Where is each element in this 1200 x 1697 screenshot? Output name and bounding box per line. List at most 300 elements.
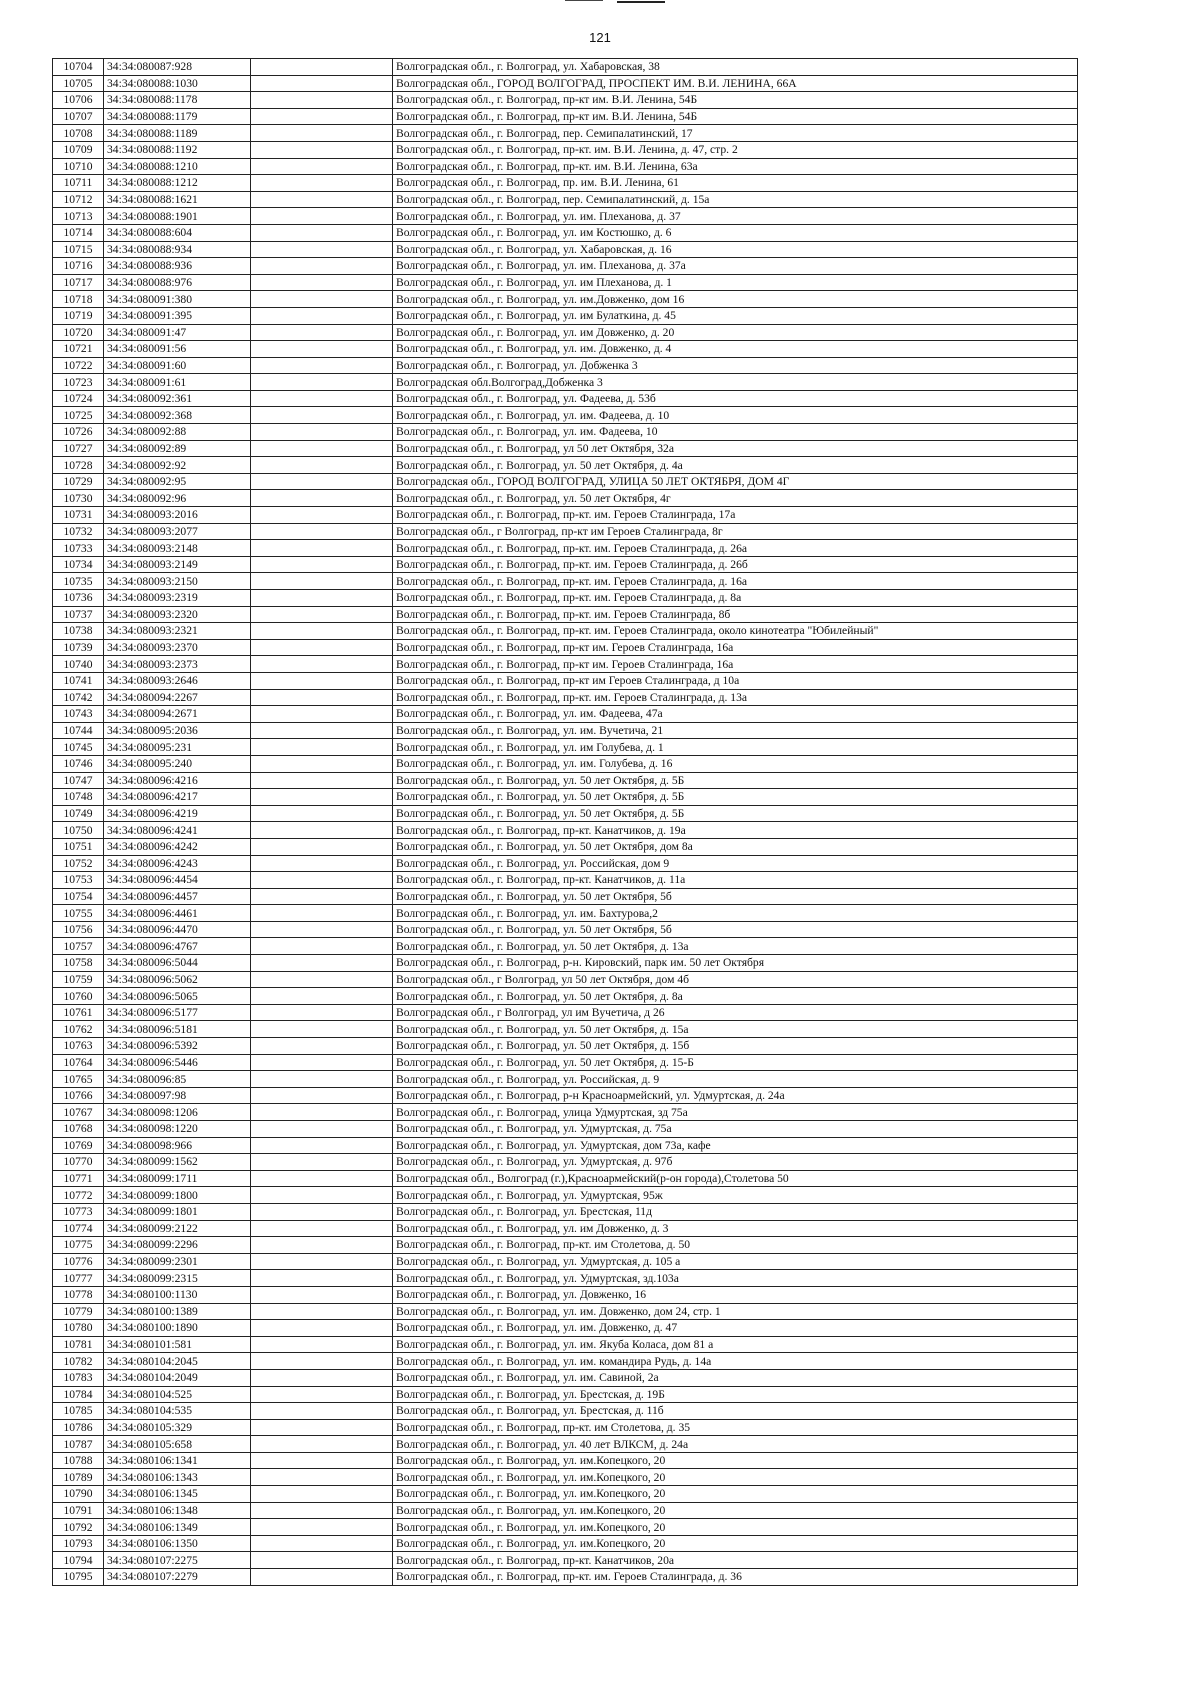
table-row xyxy=(53,274,1078,291)
cadastral-number-cell: 34:34:080100:1130 xyxy=(104,1286,251,1303)
address-cell: Волгоградская обл., г Волгоград, пр-кт им Героев Сталинграда, 8г xyxy=(393,523,1078,540)
table-row xyxy=(53,341,1078,358)
address-cell: Волгоградская обл., г. Волгоград, ул. 50 лет Октября, 5б xyxy=(393,888,1078,905)
row-number-cell: 10770 xyxy=(53,1154,104,1171)
cadastral-number-cell: 34:34:080101:581 xyxy=(104,1336,251,1353)
empty-cell xyxy=(251,1502,393,1519)
table-row xyxy=(53,789,1078,806)
table-row xyxy=(53,175,1078,192)
cadastral-number-cell: 34:34:080099:1801 xyxy=(104,1203,251,1220)
row-number-cell: 10790 xyxy=(53,1486,104,1503)
table-row xyxy=(53,1552,1078,1569)
cadastral-number-cell: 34:34:080096:4767 xyxy=(104,938,251,955)
cadastral-number-cell: 34:34:080099:1800 xyxy=(104,1187,251,1204)
cadastral-number-cell: 34:34:080093:2319 xyxy=(104,590,251,607)
empty-cell xyxy=(251,1303,393,1320)
empty-cell xyxy=(251,838,393,855)
empty-cell xyxy=(251,1369,393,1386)
address-cell: Волгоградская обл., г. Волгоград, ул. им.Копецкого, 20 xyxy=(393,1519,1078,1536)
cadastral-number-cell: 34:34:080095:240 xyxy=(104,755,251,772)
cadastral-number-cell: 34:34:080088:936 xyxy=(104,258,251,275)
table-row xyxy=(53,357,1078,374)
table-row xyxy=(53,125,1078,142)
table-row xyxy=(53,141,1078,158)
table-row xyxy=(53,490,1078,507)
table-row xyxy=(53,855,1078,872)
address-cell: Волгоградская обл., г. Волгоград, ул. им Голубева, д. 1 xyxy=(393,739,1078,756)
address-cell: Волгоградская обл., г. Волгоград, ул. Удмуртская, зд.103а xyxy=(393,1270,1078,1287)
row-number-cell: 10781 xyxy=(53,1336,104,1353)
address-cell: Волгоградская обл., г. Волгоград, ул. 40 лет ВЛКСМ, д. 24а xyxy=(393,1436,1078,1453)
address-cell: Волгоградская обл., г. Волгоград, ул. им.Копецкого, 20 xyxy=(393,1535,1078,1552)
row-number-cell: 10746 xyxy=(53,755,104,772)
address-cell: Волгоградская обл., г. Волгоград, пр-кт. им. Героев Сталинграда, д. 16а xyxy=(393,573,1078,590)
address-cell: Волгоградская обл., г. Волгоград, пр-кт. Канатчиков, 20а xyxy=(393,1552,1078,1569)
address-cell: Волгоградская обл., г. Волгоград, ул. им. Голубева, д. 16 xyxy=(393,755,1078,772)
cadastral-number-cell: 34:34:080091:61 xyxy=(104,374,251,391)
cadastral-number-cell: 34:34:080104:2049 xyxy=(104,1369,251,1386)
cadastral-number-cell: 34:34:080096:4217 xyxy=(104,789,251,806)
cadastral-number-cell: 34:34:080099:1562 xyxy=(104,1154,251,1171)
scan-mark-line xyxy=(565,0,603,1)
row-number-cell: 10764 xyxy=(53,1054,104,1071)
empty-cell xyxy=(251,241,393,258)
cadastral-number-cell: 34:34:080094:2267 xyxy=(104,689,251,706)
cadastral-number-cell: 34:34:080088:1178 xyxy=(104,92,251,109)
row-number-cell: 10709 xyxy=(53,141,104,158)
address-cell: Волгоградская обл., г. Волгоград, ул. 50 лет Октября, д. 13а xyxy=(393,938,1078,955)
address-cell: Волгоградская обл., г. Волгоград, улица Удмуртская, зд 75а xyxy=(393,1104,1078,1121)
cadastral-number-cell: 34:34:080096:5177 xyxy=(104,1004,251,1021)
row-number-cell: 10750 xyxy=(53,822,104,839)
table-row xyxy=(53,390,1078,407)
table-row xyxy=(53,258,1078,275)
table-row xyxy=(53,457,1078,474)
address-cell: Волгоградская обл., г. Волгоград, пер. Семипалатинский, д. 15а xyxy=(393,191,1078,208)
cadastral-number-cell: 34:34:080106:1343 xyxy=(104,1469,251,1486)
empty-cell xyxy=(251,772,393,789)
cadastral-number-cell: 34:34:080091:395 xyxy=(104,307,251,324)
row-number-cell: 10719 xyxy=(53,307,104,324)
cadastral-number-cell: 34:34:080099:2315 xyxy=(104,1270,251,1287)
address-cell: Волгоградская обл., г. Волгоград, ул. им. Фадеева, 10 xyxy=(393,424,1078,441)
table-row xyxy=(53,540,1078,557)
row-number-cell: 10727 xyxy=(53,440,104,457)
address-cell: Волгоградская обл., г. Волгоград, ул. Брестская, д. 19Б xyxy=(393,1386,1078,1403)
row-number-cell: 10760 xyxy=(53,988,104,1005)
empty-cell xyxy=(251,1486,393,1503)
address-cell: Волгоградская обл., г. Волгоград, ул. 50 лет Октября, 5б xyxy=(393,921,1078,938)
address-cell: Волгоградская обл., г. Волгоград, ул. Добженка 3 xyxy=(393,357,1078,374)
address-cell: Волгоградская обл., г. Волгоград, ул. им. Довженко, дом 24, стр. 1 xyxy=(393,1303,1078,1320)
address-cell: Волгоградская обл., г. Волгоград, ул. им.Копецкого, 20 xyxy=(393,1486,1078,1503)
address-cell: Волгоградская обл., г. Волгоград, ул. им. Фадеева, 47а xyxy=(393,706,1078,723)
row-number-cell: 10772 xyxy=(53,1187,104,1204)
address-cell: Волгоградская обл., г. Волгоград, ул. Удмуртская, д. 105 а xyxy=(393,1253,1078,1270)
cadastral-number-cell: 34:34:080096:5065 xyxy=(104,988,251,1005)
cadastral-number-cell: 34:34:080094:2671 xyxy=(104,706,251,723)
empty-cell xyxy=(251,374,393,391)
row-number-cell: 10728 xyxy=(53,457,104,474)
address-cell: Волгоградская обл., г. Волгоград, ул. 50 лет Октября, 4г xyxy=(393,490,1078,507)
table-row xyxy=(53,1220,1078,1237)
address-cell: Волгоградская обл., г. Волгоград, ул. им.Довженко, дом 16 xyxy=(393,291,1078,308)
cadastral-number-cell: 34:34:080088:1192 xyxy=(104,141,251,158)
table-row xyxy=(53,1187,1078,1204)
table-row xyxy=(53,208,1078,225)
cadastral-number-cell: 34:34:080104:2045 xyxy=(104,1353,251,1370)
row-number-cell: 10755 xyxy=(53,905,104,922)
empty-cell xyxy=(251,324,393,341)
table-row xyxy=(53,1270,1078,1287)
cadastral-number-cell: 34:34:080092:95 xyxy=(104,473,251,490)
table-row xyxy=(53,424,1078,441)
address-cell: Волгоградская обл., г. Волгоград, ул. 50 лет Октября, д. 5Б xyxy=(393,805,1078,822)
page-number: 121 xyxy=(589,30,611,45)
table-row xyxy=(53,755,1078,772)
row-number-cell: 10743 xyxy=(53,706,104,723)
empty-cell xyxy=(251,938,393,955)
empty-cell xyxy=(251,1436,393,1453)
empty-cell xyxy=(251,1237,393,1254)
empty-cell xyxy=(251,1137,393,1154)
row-number-cell: 10726 xyxy=(53,424,104,441)
empty-cell xyxy=(251,1187,393,1204)
row-number-cell: 10761 xyxy=(53,1004,104,1021)
row-number-cell: 10773 xyxy=(53,1203,104,1220)
cadastral-number-cell: 34:34:080093:2321 xyxy=(104,623,251,640)
cadastral-number-cell: 34:34:080088:604 xyxy=(104,224,251,241)
table-row xyxy=(53,573,1078,590)
cadastral-number-cell: 34:34:080099:2296 xyxy=(104,1237,251,1254)
address-cell: Волгоградская обл., г. Волгоград, ул. им. Плеханова, д. 37 xyxy=(393,208,1078,225)
table-row xyxy=(53,108,1078,125)
table-row xyxy=(53,158,1078,175)
address-cell: Волгоградская обл., г. Волгоград, ул. Российская, д. 9 xyxy=(393,1071,1078,1088)
cadastral-number-cell: 34:34:080092:368 xyxy=(104,407,251,424)
table-row xyxy=(53,1137,1078,1154)
cadastral-number-cell: 34:34:080088:1212 xyxy=(104,175,251,192)
cadastral-number-cell: 34:34:080097:98 xyxy=(104,1087,251,1104)
row-number-cell: 10713 xyxy=(53,208,104,225)
row-number-cell: 10715 xyxy=(53,241,104,258)
table-row xyxy=(53,1569,1078,1586)
empty-cell xyxy=(251,473,393,490)
empty-cell xyxy=(251,722,393,739)
table-row xyxy=(53,1203,1078,1220)
cadastral-number-cell: 34:34:080088:1189 xyxy=(104,125,251,142)
cadastral-number-cell: 34:34:080096:85 xyxy=(104,1071,251,1088)
address-cell: Волгоградская обл., ГОРОД ВОЛГОГРАД, ПРОСПЕКТ ИМ. В.И. ЛЕНИНА, 66А xyxy=(393,75,1078,92)
row-number-cell: 10748 xyxy=(53,789,104,806)
row-number-cell: 10784 xyxy=(53,1386,104,1403)
row-number-cell: 10794 xyxy=(53,1552,104,1569)
row-number-cell: 10712 xyxy=(53,191,104,208)
address-cell: Волгоградская обл., г. Волгоград, пр-кт им. Героев Сталинграда, 16а xyxy=(393,639,1078,656)
empty-cell xyxy=(251,1004,393,1021)
row-number-cell: 10722 xyxy=(53,357,104,374)
cadastral-number-cell: 34:34:080096:5446 xyxy=(104,1054,251,1071)
row-number-cell: 10795 xyxy=(53,1569,104,1586)
cadastral-number-cell: 34:34:080093:2148 xyxy=(104,540,251,557)
address-cell: Волгоградская обл., ГОРОД ВОЛГОГРАД, УЛИЦА 50 ЛЕТ ОКТЯБРЯ, ДОМ 4Г xyxy=(393,473,1078,490)
empty-cell xyxy=(251,573,393,590)
address-cell: Волгоградская обл., г. Волгоград, ул. 50 лет Октября, д. 15б xyxy=(393,1038,1078,1055)
cadastral-number-cell: 34:34:080096:4216 xyxy=(104,772,251,789)
empty-cell xyxy=(251,191,393,208)
table-row xyxy=(53,1486,1078,1503)
cadastral-number-cell: 34:34:080088:934 xyxy=(104,241,251,258)
cadastral-number-cell: 34:34:080091:47 xyxy=(104,324,251,341)
cadastral-number-cell: 34:34:080105:658 xyxy=(104,1436,251,1453)
table-row xyxy=(53,1403,1078,1420)
row-number-cell: 10718 xyxy=(53,291,104,308)
row-number-cell: 10733 xyxy=(53,540,104,557)
table-row xyxy=(53,1386,1078,1403)
address-cell: Волгоградская обл., г. Волгоград, пр-кт. им Столетова, д. 50 xyxy=(393,1237,1078,1254)
table-row xyxy=(53,59,1078,76)
row-number-cell: 10745 xyxy=(53,739,104,756)
cadastral-number-cell: 34:34:080088:1179 xyxy=(104,108,251,125)
address-cell: Волгоградская обл., г. Волгоград, ул. им Костюшко, д. 6 xyxy=(393,224,1078,241)
cadastral-number-cell: 34:34:080096:5044 xyxy=(104,955,251,972)
cadastral-number-cell: 34:34:080088:976 xyxy=(104,274,251,291)
cadastral-number-cell: 34:34:080096:4457 xyxy=(104,888,251,905)
cadastral-number-cell: 34:34:080096:5181 xyxy=(104,1021,251,1038)
address-cell: Волгоградская обл., г. Волгоград, ул. 50 лет Октября, д. 4а xyxy=(393,457,1078,474)
table-row xyxy=(53,722,1078,739)
row-number-cell: 10793 xyxy=(53,1535,104,1552)
empty-cell xyxy=(251,208,393,225)
address-cell: Волгоградская обл., г. Волгоград, р-н. Кировский, парк им. 50 лет Октября xyxy=(393,955,1078,972)
empty-cell xyxy=(251,1535,393,1552)
table-row xyxy=(53,440,1078,457)
row-number-cell: 10739 xyxy=(53,639,104,656)
table-row xyxy=(53,241,1078,258)
empty-cell xyxy=(251,905,393,922)
empty-cell xyxy=(251,755,393,772)
address-cell: Волгоградская обл., г. Волгоград, пр-кт им. В.И. Ленина, 54Б xyxy=(393,108,1078,125)
cadastral-number-cell: 34:34:080096:4219 xyxy=(104,805,251,822)
cadastral-number-cell: 34:34:080106:1348 xyxy=(104,1502,251,1519)
cadastral-number-cell: 34:34:080096:4461 xyxy=(104,905,251,922)
table-row xyxy=(53,473,1078,490)
table-row xyxy=(53,706,1078,723)
address-cell: Волгоградская обл., г Волгоград, ул 50 лет Октября, дом 4б xyxy=(393,971,1078,988)
empty-cell xyxy=(251,1353,393,1370)
empty-cell xyxy=(251,988,393,1005)
row-number-cell: 10717 xyxy=(53,274,104,291)
address-cell: Волгоградская обл., г. Волгоград, пр-кт. им. Героев Сталинграда, д. 26б xyxy=(393,556,1078,573)
row-number-cell: 10741 xyxy=(53,672,104,689)
table-row xyxy=(53,872,1078,889)
cadastral-number-cell: 34:34:080096:4242 xyxy=(104,838,251,855)
table-row xyxy=(53,822,1078,839)
empty-cell xyxy=(251,108,393,125)
address-cell: Волгоградская обл., г. Волгоград, ул. Удмуртская, 95ж xyxy=(393,1187,1078,1204)
row-number-cell: 10780 xyxy=(53,1320,104,1337)
address-cell: Волгоградская обл., г. Волгоград, ул 50 лет Октября, 32а xyxy=(393,440,1078,457)
empty-cell xyxy=(251,623,393,640)
cadastral-number-cell: 34:34:080104:535 xyxy=(104,1403,251,1420)
empty-cell xyxy=(251,1403,393,1420)
table-row xyxy=(53,689,1078,706)
row-number-cell: 10767 xyxy=(53,1104,104,1121)
table-row xyxy=(53,590,1078,607)
empty-cell xyxy=(251,490,393,507)
table-row xyxy=(53,739,1078,756)
empty-cell xyxy=(251,1170,393,1187)
row-number-cell: 10735 xyxy=(53,573,104,590)
table-row xyxy=(53,556,1078,573)
empty-cell xyxy=(251,789,393,806)
table-row xyxy=(53,656,1078,673)
cadastral-number-cell: 34:34:080093:2320 xyxy=(104,606,251,623)
table-row xyxy=(53,92,1078,109)
empty-cell xyxy=(251,805,393,822)
row-number-cell: 10716 xyxy=(53,258,104,275)
row-number-cell: 10710 xyxy=(53,158,104,175)
table-row xyxy=(53,838,1078,855)
row-number-cell: 10721 xyxy=(53,341,104,358)
table-row xyxy=(53,988,1078,1005)
address-cell: Волгоградская обл., г. Волгоград, ул. Брестская, 11д xyxy=(393,1203,1078,1220)
empty-cell xyxy=(251,1270,393,1287)
empty-cell xyxy=(251,1552,393,1569)
row-number-cell: 10731 xyxy=(53,507,104,524)
row-number-cell: 10734 xyxy=(53,556,104,573)
empty-cell xyxy=(251,258,393,275)
row-number-cell: 10742 xyxy=(53,689,104,706)
address-cell: Волгоградская обл., г. Волгоград, ул. им Булаткина, д. 45 xyxy=(393,307,1078,324)
table-row xyxy=(53,1054,1078,1071)
row-number-cell: 10754 xyxy=(53,888,104,905)
address-cell: Волгоградская обл.Волгоград,Добженка 3 xyxy=(393,374,1078,391)
address-cell: Волгоградская обл., г. Волгоград, пр-кт. им. В.И. Ленина, д. 47, стр. 2 xyxy=(393,141,1078,158)
cadastral-number-cell: 34:34:080096:4454 xyxy=(104,872,251,889)
empty-cell xyxy=(251,1336,393,1353)
empty-cell xyxy=(251,855,393,872)
address-cell: Волгоградская обл., г. Волгоград, ул. 50 лет Октября, дом 8а xyxy=(393,838,1078,855)
empty-cell xyxy=(251,1469,393,1486)
empty-cell xyxy=(251,158,393,175)
empty-cell xyxy=(251,141,393,158)
empty-cell xyxy=(251,556,393,573)
table-row xyxy=(53,955,1078,972)
table-row xyxy=(53,1369,1078,1386)
table-row xyxy=(53,1104,1078,1121)
row-number-cell: 10707 xyxy=(53,108,104,125)
table-row xyxy=(53,1170,1078,1187)
table-row xyxy=(53,1237,1078,1254)
address-cell: Волгоградская обл., г. Волгоград, пр-кт. Канатчиков, д. 19а xyxy=(393,822,1078,839)
table-row xyxy=(53,291,1078,308)
table-row xyxy=(53,1452,1078,1469)
table-row xyxy=(53,1286,1078,1303)
row-number-cell: 10758 xyxy=(53,955,104,972)
row-number-cell: 10744 xyxy=(53,722,104,739)
row-number-cell: 10789 xyxy=(53,1469,104,1486)
table-row xyxy=(53,1436,1078,1453)
table-row xyxy=(53,523,1078,540)
empty-cell xyxy=(251,407,393,424)
empty-cell xyxy=(251,639,393,656)
row-number-cell: 10775 xyxy=(53,1237,104,1254)
address-cell: Волгоградская обл., г. Волгоград, ул. 50 лет Октября, д. 8а xyxy=(393,988,1078,1005)
cadastral-number-cell: 34:34:080093:2077 xyxy=(104,523,251,540)
address-cell: Волгоградская обл., г. Волгоград, пр-кт. им. Героев Сталинграда, 8б xyxy=(393,606,1078,623)
cadastral-number-cell: 34:34:080098:1220 xyxy=(104,1121,251,1138)
address-cell: Волгоградская обл., г. Волгоград, ул. 50 лет Октября, д. 15-Б xyxy=(393,1054,1078,1071)
row-number-cell: 10766 xyxy=(53,1087,104,1104)
empty-cell xyxy=(251,1320,393,1337)
cadastral-number-cell: 34:34:080106:1341 xyxy=(104,1452,251,1469)
address-cell: Волгоградская обл., г. Волгоград, ул. им. Якуба Коласа, дом 81 а xyxy=(393,1336,1078,1353)
empty-cell xyxy=(251,390,393,407)
cadastral-number-cell: 34:34:080106:1349 xyxy=(104,1519,251,1536)
cadastral-number-cell: 34:34:080088:1030 xyxy=(104,75,251,92)
empty-cell xyxy=(251,590,393,607)
cadastral-number-cell: 34:34:080093:2150 xyxy=(104,573,251,590)
row-number-cell: 10737 xyxy=(53,606,104,623)
address-cell: Волгоградская обл., г. Волгоград, ул. им.Копецкого, 20 xyxy=(393,1452,1078,1469)
empty-cell xyxy=(251,125,393,142)
address-cell: Волгоградская обл., г. Волгоград, пр-кт. им. В.И. Ленина, 63а xyxy=(393,158,1078,175)
cadastral-number-cell: 34:34:080091:56 xyxy=(104,341,251,358)
empty-cell xyxy=(251,1569,393,1586)
row-number-cell: 10740 xyxy=(53,656,104,673)
empty-cell xyxy=(251,921,393,938)
row-number-cell: 10785 xyxy=(53,1403,104,1420)
address-cell: Волгоградская обл., г. Волгоград, ул. им.Копецкого, 20 xyxy=(393,1502,1078,1519)
address-cell: Волгоградская обл., г. Волгоград, ул. 50 лет Октября, д. 15а xyxy=(393,1021,1078,1038)
address-cell: Волгоградская обл., г. Волгоград, ул. им. Савиной, 2а xyxy=(393,1369,1078,1386)
row-number-cell: 10749 xyxy=(53,805,104,822)
empty-cell xyxy=(251,955,393,972)
row-number-cell: 10756 xyxy=(53,921,104,938)
cadastral-number-cell: 34:34:080092:361 xyxy=(104,390,251,407)
address-cell: Волгоградская обл., г. Волгоград, пр-кт. им. Героев Сталинграда, д. 8а xyxy=(393,590,1078,607)
address-cell: Волгоградская обл., г. Волгоград, пр-кт. им. Героев Сталинграда, д. 36 xyxy=(393,1569,1078,1586)
cadastral-number-cell: 34:34:080096:5392 xyxy=(104,1038,251,1055)
row-number-cell: 10704 xyxy=(53,59,104,76)
empty-cell xyxy=(251,689,393,706)
address-cell: Волгоградская обл., г. Волгоград, ул. им. Довженко, д. 47 xyxy=(393,1320,1078,1337)
empty-cell xyxy=(251,274,393,291)
empty-cell xyxy=(251,971,393,988)
table-row xyxy=(53,623,1078,640)
address-cell: Волгоградская обл., г. Волгоград, ул. Брестская, д. 11б xyxy=(393,1403,1078,1420)
row-number-cell: 10714 xyxy=(53,224,104,241)
empty-cell xyxy=(251,1253,393,1270)
empty-cell xyxy=(251,672,393,689)
empty-cell xyxy=(251,1071,393,1088)
row-number-cell: 10769 xyxy=(53,1137,104,1154)
empty-cell xyxy=(251,224,393,241)
empty-cell xyxy=(251,59,393,76)
row-number-cell: 10782 xyxy=(53,1353,104,1370)
registry-body xyxy=(53,59,1078,1586)
table-row xyxy=(53,307,1078,324)
address-cell: Волгоградская обл., Волгоград (г.),Красноармейский(р-он города),Столетова 50 xyxy=(393,1170,1078,1187)
cadastral-number-cell: 34:34:080098:966 xyxy=(104,1137,251,1154)
cadastral-number-cell: 34:34:080096:4243 xyxy=(104,855,251,872)
address-cell: Волгоградская обл., г. Волгоград, ул. им.Копецкого, 20 xyxy=(393,1469,1078,1486)
table-row xyxy=(53,905,1078,922)
address-cell: Волгоградская обл., г. Волгоград, ул. 50 лет Октября, д. 5Б xyxy=(393,789,1078,806)
address-cell: Волгоградская обл., г. Волгоград, ул. Фадеева, д. 53б xyxy=(393,390,1078,407)
row-number-cell: 10757 xyxy=(53,938,104,955)
